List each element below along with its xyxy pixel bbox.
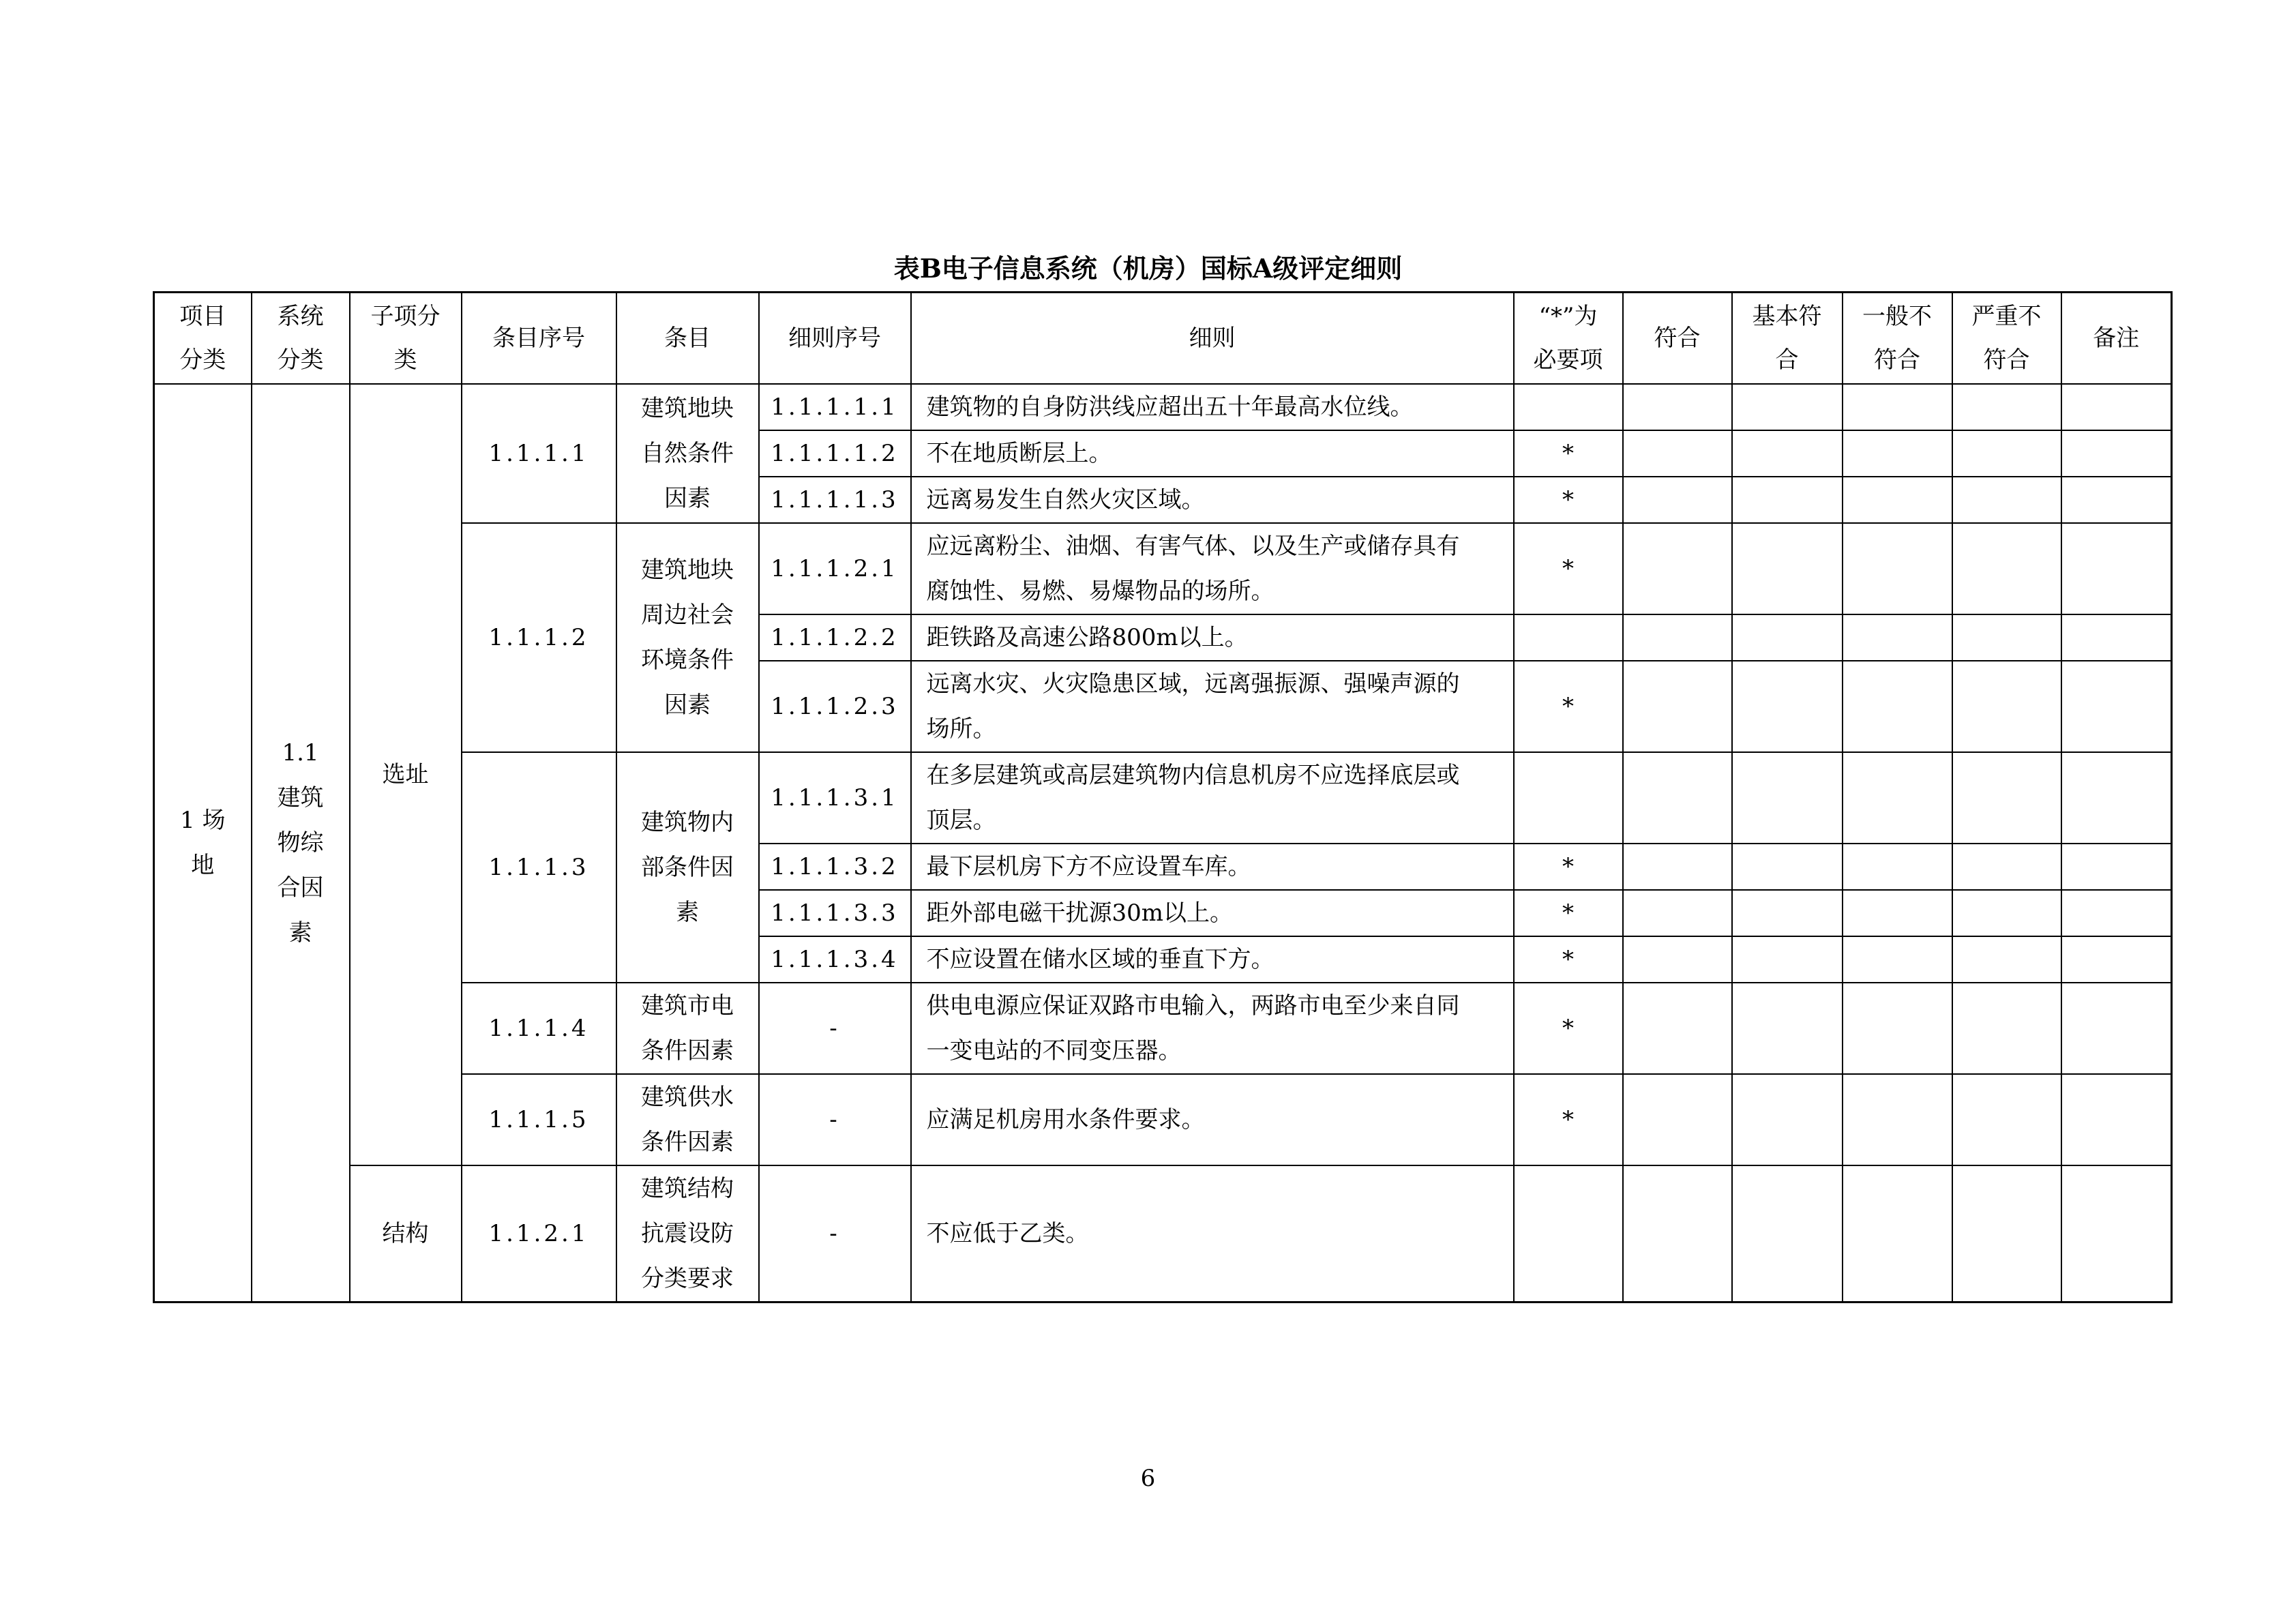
detail-text: 不应设置在储水区域的垂直下方。: [911, 936, 1514, 983]
table-row: [154, 1165, 2172, 1302]
header-cell: 系统 分类: [252, 293, 350, 384]
detail-number: 1.1.1.2.1: [759, 523, 911, 614]
basic-conform-cell[interactable]: [1732, 614, 1843, 661]
detail-number: -: [759, 1165, 911, 1302]
header-cell: 项目 分类: [154, 293, 252, 384]
basic-conform-cell[interactable]: [1732, 936, 1843, 983]
basic-conform-cell[interactable]: [1732, 1165, 1843, 1302]
detail-text: 距铁路及高速公路800m以上。: [911, 614, 1514, 661]
severe-nonconform-cell[interactable]: [1952, 430, 2061, 477]
header-cell: 条目: [616, 293, 759, 384]
detail-text: 不在地质断层上。: [911, 430, 1514, 477]
conform-cell[interactable]: [1623, 752, 1732, 844]
detail-number: 1.1.1.2.3: [759, 661, 911, 752]
detail-text: 建筑物的自身防洪线应超出五十年最高水位线。: [911, 384, 1514, 430]
detail-number: -: [759, 983, 911, 1074]
required-mark: [1514, 1165, 1623, 1302]
header-cell: 子项分 类: [350, 293, 462, 384]
detail-text: 最下层机房下方不应设置车库。: [911, 844, 1514, 890]
conform-cell[interactable]: [1623, 890, 1732, 936]
severe-nonconform-cell[interactable]: [1952, 384, 2061, 430]
system-category: 1.1 建筑 物综 合因 素: [252, 384, 350, 1302]
required-mark: [1514, 614, 1623, 661]
item-number: 1.1.1.4: [462, 983, 616, 1074]
detail-text: 应远离粉尘、油烟、有害气体、以及生产或储存具有 腐蚀性、易燃、易爆物品的场所。: [911, 523, 1514, 614]
remarks-cell[interactable]: [2061, 477, 2172, 523]
remarks-cell[interactable]: [2061, 752, 2172, 844]
basic-conform-cell[interactable]: [1732, 523, 1843, 614]
item-name: 建筑结构 抗震设防 分类要求: [616, 1165, 759, 1302]
item-number: 1.1.1.1: [462, 384, 616, 523]
detail-number: 1.1.1.3.1: [759, 752, 911, 844]
minor-nonconform-cell[interactable]: [1843, 477, 1952, 523]
item-number: 1.1.1.5: [462, 1074, 616, 1165]
basic-conform-cell[interactable]: [1732, 661, 1843, 752]
evaluation-table: [153, 291, 2173, 1303]
conform-cell[interactable]: [1623, 384, 1732, 430]
conform-cell[interactable]: [1623, 936, 1732, 983]
conform-cell[interactable]: [1623, 430, 1732, 477]
detail-text: 远离易发生自然火灾区域。: [911, 477, 1514, 523]
remarks-cell[interactable]: [2061, 844, 2172, 890]
basic-conform-cell[interactable]: [1732, 1074, 1843, 1165]
remarks-cell[interactable]: [2061, 384, 2172, 430]
minor-nonconform-cell[interactable]: [1843, 384, 1952, 430]
remarks-cell[interactable]: [2061, 661, 2172, 752]
severe-nonconform-cell[interactable]: [1952, 983, 2061, 1074]
header-cell: 细则序号: [759, 293, 911, 384]
table-row: [154, 384, 2172, 430]
basic-conform-cell[interactable]: [1732, 752, 1843, 844]
detail-text: 距外部电磁干扰源30m以上。: [911, 890, 1514, 936]
item-number: 1.1.1.3: [462, 752, 616, 983]
conform-cell[interactable]: [1623, 983, 1732, 1074]
minor-nonconform-cell[interactable]: [1843, 1165, 1952, 1302]
detail-text: 供电电源应保证双路市电输入，两路市电至少来自同 一变电站的不同变压器。: [911, 983, 1514, 1074]
header-cell: 条目序号: [462, 293, 616, 384]
detail-number: 1.1.1.1.1: [759, 384, 911, 430]
header-cell: 一般不 符合: [1843, 293, 1952, 384]
detail-number: 1.1.1.3.3: [759, 890, 911, 936]
conform-cell[interactable]: [1623, 1074, 1732, 1165]
table-title: 表B电子信息系统（机房）国标A级评定细则: [893, 253, 1403, 284]
conform-cell[interactable]: [1623, 844, 1732, 890]
minor-nonconform-cell[interactable]: [1843, 983, 1952, 1074]
required-mark: *: [1514, 844, 1623, 890]
conform-cell[interactable]: [1623, 523, 1732, 614]
header-cell: “*”为 必要项: [1514, 293, 1623, 384]
minor-nonconform-cell[interactable]: [1843, 752, 1952, 844]
remarks-cell[interactable]: [2061, 523, 2172, 614]
required-mark: *: [1514, 983, 1623, 1074]
severe-nonconform-cell[interactable]: [1952, 661, 2061, 752]
basic-conform-cell[interactable]: [1732, 384, 1843, 430]
minor-nonconform-cell[interactable]: [1843, 614, 1952, 661]
minor-nonconform-cell[interactable]: [1843, 844, 1952, 890]
basic-conform-cell[interactable]: [1732, 890, 1843, 936]
page-number: 6: [1140, 1465, 1156, 1492]
remarks-cell[interactable]: [2061, 890, 2172, 936]
required-mark: *: [1514, 936, 1623, 983]
basic-conform-cell[interactable]: [1732, 983, 1843, 1074]
header-cell: 基本符 合: [1732, 293, 1843, 384]
conform-cell[interactable]: [1623, 661, 1732, 752]
required-mark: *: [1514, 523, 1623, 614]
minor-nonconform-cell[interactable]: [1843, 523, 1952, 614]
basic-conform-cell[interactable]: [1732, 844, 1843, 890]
severe-nonconform-cell[interactable]: [1952, 477, 2061, 523]
detail-text: 在多层建筑或高层建筑物内信息机房不应选择底层或 顶层。: [911, 752, 1514, 844]
detail-number: -: [759, 1074, 911, 1165]
conform-cell[interactable]: [1623, 614, 1732, 661]
required-mark: [1514, 752, 1623, 844]
severe-nonconform-cell[interactable]: [1952, 1074, 2061, 1165]
item-name: 建筑物内 部条件因 素: [616, 752, 759, 983]
conform-cell[interactable]: [1623, 1165, 1732, 1302]
remarks-cell[interactable]: [2061, 983, 2172, 1074]
severe-nonconform-cell[interactable]: [1952, 890, 2061, 936]
minor-nonconform-cell[interactable]: [1843, 430, 1952, 477]
header-cell: 细则: [911, 293, 1514, 384]
item-number: 1.1.2.1: [462, 1165, 616, 1302]
header-row: [154, 293, 2172, 384]
detail-number: 1.1.1.3.4: [759, 936, 911, 983]
detail-text: 应满足机房用水条件要求。: [911, 1074, 1514, 1165]
detail-number: 1.1.1.2.2: [759, 614, 911, 661]
conform-cell[interactable]: [1623, 477, 1732, 523]
sub-category: 结构: [350, 1165, 462, 1302]
severe-nonconform-cell[interactable]: [1952, 1165, 2061, 1302]
severe-nonconform-cell[interactable]: [1952, 614, 2061, 661]
required-mark: *: [1514, 477, 1623, 523]
severe-nonconform-cell[interactable]: [1952, 523, 2061, 614]
header-cell: 符合: [1623, 293, 1732, 384]
detail-text: 不应低于乙类。: [911, 1165, 1514, 1302]
detail-number: 1.1.1.1.2: [759, 430, 911, 477]
remarks-cell[interactable]: [2061, 936, 2172, 983]
minor-nonconform-cell[interactable]: [1843, 890, 1952, 936]
item-name: 建筑市电 条件因素: [616, 983, 759, 1074]
basic-conform-cell[interactable]: [1732, 430, 1843, 477]
basic-conform-cell[interactable]: [1732, 477, 1843, 523]
severe-nonconform-cell[interactable]: [1952, 936, 2061, 983]
minor-nonconform-cell[interactable]: [1843, 1074, 1952, 1165]
item-name: 建筑地块 周边社会 环境条件 因素: [616, 523, 759, 752]
required-mark: *: [1514, 430, 1623, 477]
detail-number: 1.1.1.1.3: [759, 477, 911, 523]
remarks-cell[interactable]: [2061, 430, 2172, 477]
remarks-cell[interactable]: [2061, 614, 2172, 661]
project-category: 1 场 地: [154, 384, 252, 1302]
severe-nonconform-cell[interactable]: [1952, 752, 2061, 844]
required-mark: *: [1514, 1074, 1623, 1165]
item-name: 建筑供水 条件因素: [616, 1074, 759, 1165]
remarks-cell[interactable]: [2061, 1165, 2172, 1302]
minor-nonconform-cell[interactable]: [1843, 936, 1952, 983]
severe-nonconform-cell[interactable]: [1952, 844, 2061, 890]
required-mark: *: [1514, 661, 1623, 752]
detail-number: 1.1.1.3.2: [759, 844, 911, 890]
header-cell: 严重不 符合: [1952, 293, 2061, 384]
required-mark: [1514, 384, 1623, 430]
header-cell: 备注: [2061, 293, 2172, 384]
detail-text: 远离水灾、火灾隐患区域，远离强振源、强噪声源的 场所。: [911, 661, 1514, 752]
minor-nonconform-cell[interactable]: [1843, 661, 1952, 752]
required-mark: *: [1514, 890, 1623, 936]
item-name: 建筑地块 自然条件 因素: [616, 384, 759, 523]
sub-category: 选址: [350, 384, 462, 1165]
item-number: 1.1.1.2: [462, 523, 616, 752]
remarks-cell[interactable]: [2061, 1074, 2172, 1165]
